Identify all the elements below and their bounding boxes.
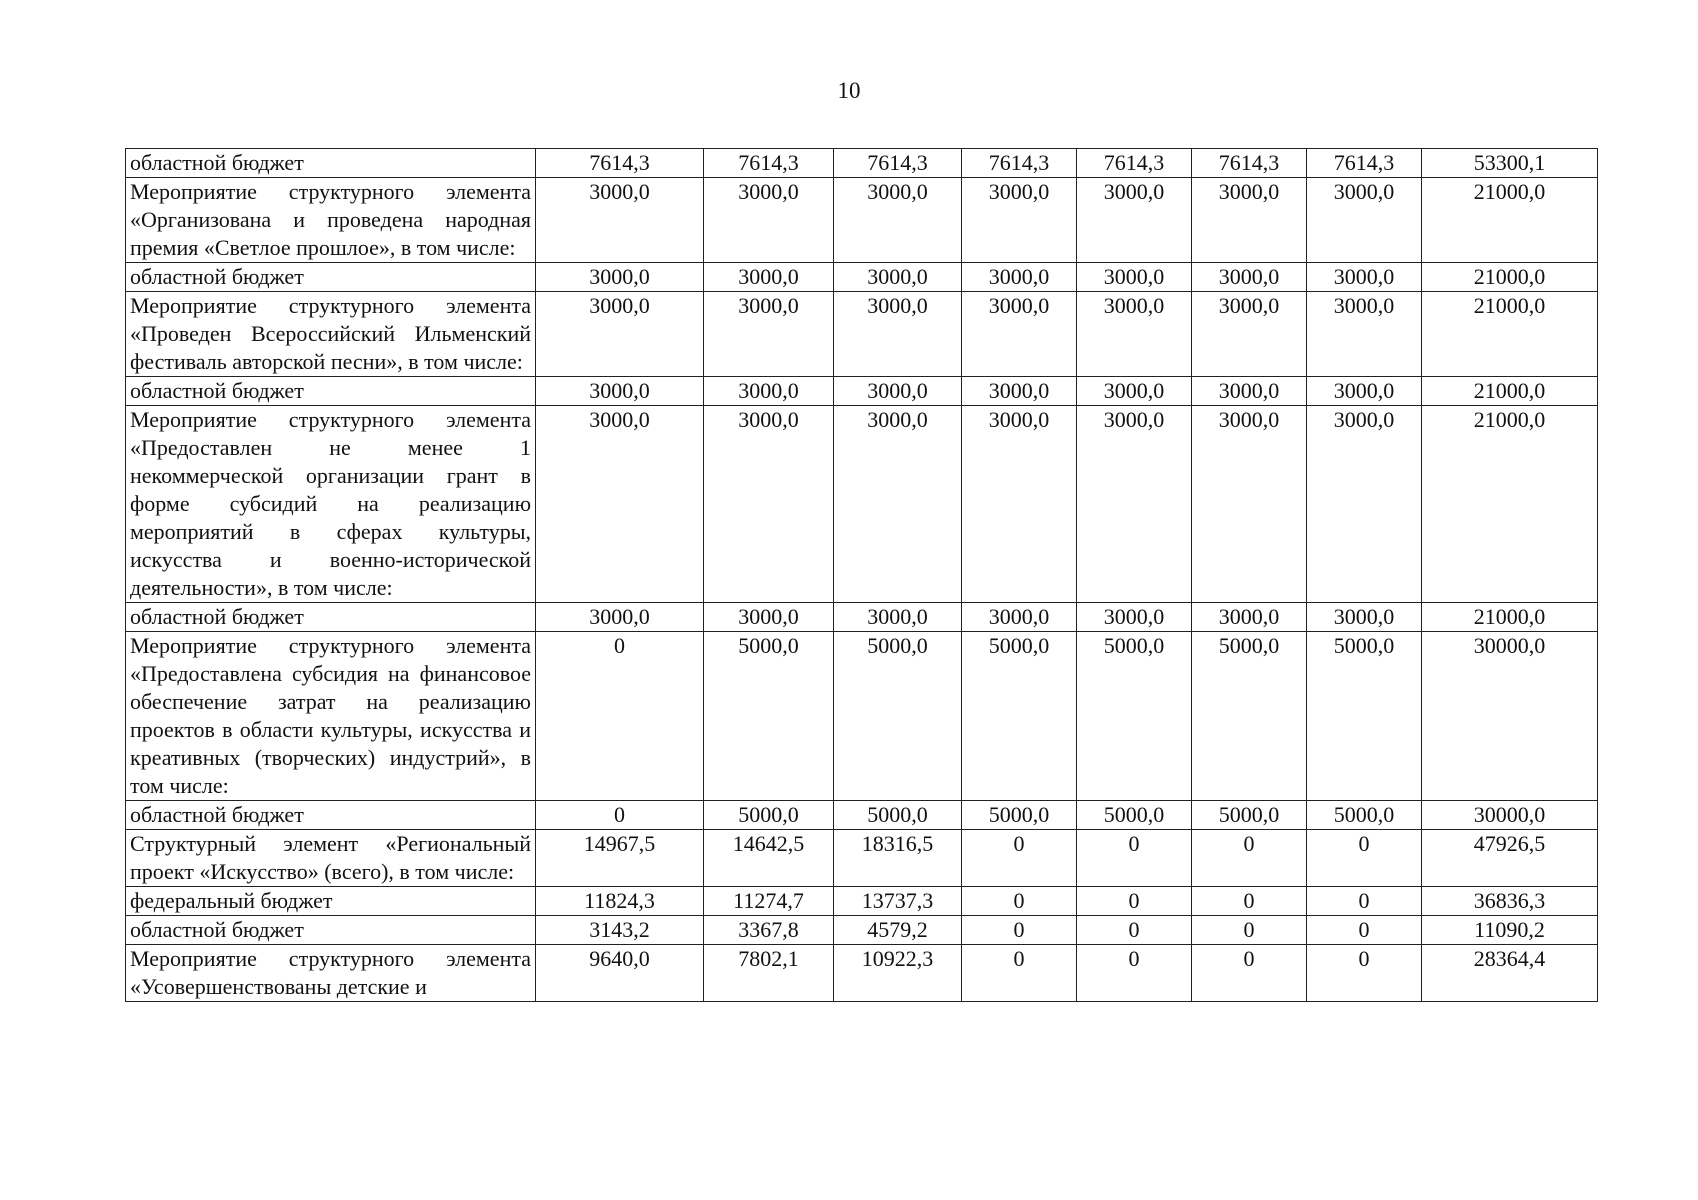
table-body xyxy=(126,149,1598,1002)
year-value-cell: 5000,0 xyxy=(1192,801,1307,830)
year-value-cell: 3000,0 xyxy=(834,603,962,632)
year-value-cell: 3000,0 xyxy=(1307,263,1422,292)
year-value-cell: 13737,3 xyxy=(834,887,962,916)
page-number: 10 xyxy=(837,78,861,103)
table-row xyxy=(126,263,1598,292)
table-row xyxy=(126,377,1598,406)
year-value-cell: 0 xyxy=(962,887,1077,916)
year-value-cell: 3000,0 xyxy=(962,603,1077,632)
year-value-cell: 3000,0 xyxy=(834,406,962,603)
row-label: федеральный бюджет xyxy=(126,887,536,916)
year-value-cell: 3000,0 xyxy=(1077,292,1192,377)
year-value-cell: 7614,3 xyxy=(1192,149,1307,178)
table-row xyxy=(126,830,1598,887)
row-label: Мероприятие структурного элемента «Предоставлена субсидия на финансовое обеспечение затрат на реализацию проектов в области культуры, искусства и креативных (творческих) индустрий», в том числе: xyxy=(126,632,536,801)
year-value-cell: 3000,0 xyxy=(1307,178,1422,263)
year-value-cell: 0 xyxy=(536,632,704,801)
row-label: Мероприятие структурного элемента «Проведен Всероссийский Ильменский фестиваль авторской песни», в том числе: xyxy=(126,292,536,377)
year-value-cell: 3000,0 xyxy=(1307,377,1422,406)
row-label: Мероприятие структурного элемента «Усовершенствованы детские и xyxy=(126,945,536,1002)
year-value-cell: 3000,0 xyxy=(1307,406,1422,603)
year-value-cell: 0 xyxy=(962,916,1077,945)
year-value-cell: 4579,2 xyxy=(834,916,962,945)
total-cell: 11090,2 xyxy=(1422,916,1598,945)
year-value-cell: 3000,0 xyxy=(536,603,704,632)
year-value-cell: 5000,0 xyxy=(1077,801,1192,830)
year-value-cell: 0 xyxy=(1077,887,1192,916)
year-value-cell: 5000,0 xyxy=(1307,632,1422,801)
year-value-cell: 5000,0 xyxy=(1307,801,1422,830)
year-value-cell: 7614,3 xyxy=(834,149,962,178)
year-value-cell: 3000,0 xyxy=(704,603,834,632)
total-cell: 21000,0 xyxy=(1422,292,1598,377)
year-value-cell: 0 xyxy=(1307,887,1422,916)
year-value-cell: 3000,0 xyxy=(962,292,1077,377)
budget-table xyxy=(125,148,1598,1002)
year-value-cell: 3000,0 xyxy=(1307,603,1422,632)
table-row xyxy=(126,887,1598,916)
row-label: Мероприятие структурного элемента «Организована и проведена народная премия «Светлое прошлое», в том числе: xyxy=(126,178,536,263)
total-cell: 30000,0 xyxy=(1422,632,1598,801)
year-value-cell: 3367,8 xyxy=(704,916,834,945)
table-row xyxy=(126,292,1598,377)
row-label: областной бюджет xyxy=(126,377,536,406)
year-value-cell: 3000,0 xyxy=(536,377,704,406)
year-value-cell: 0 xyxy=(1192,830,1307,887)
year-value-cell: 3000,0 xyxy=(1192,406,1307,603)
year-value-cell: 3000,0 xyxy=(704,377,834,406)
year-value-cell: 7614,3 xyxy=(1077,149,1192,178)
year-value-cell: 5000,0 xyxy=(1077,632,1192,801)
year-value-cell: 0 xyxy=(1307,916,1422,945)
year-value-cell: 3000,0 xyxy=(962,377,1077,406)
year-value-cell: 7614,3 xyxy=(536,149,704,178)
year-value-cell: 3000,0 xyxy=(1192,603,1307,632)
row-label: Структурный элемент «Региональный проект «Искусство» (всего), в том числе: xyxy=(126,830,536,887)
year-value-cell: 3000,0 xyxy=(962,263,1077,292)
row-label: областной бюджет xyxy=(126,149,536,178)
year-value-cell: 3000,0 xyxy=(1192,377,1307,406)
table-row xyxy=(126,945,1598,1002)
row-label: областной бюджет xyxy=(126,801,536,830)
year-value-cell: 5000,0 xyxy=(704,632,834,801)
total-cell: 21000,0 xyxy=(1422,603,1598,632)
year-value-cell: 11824,3 xyxy=(536,887,704,916)
row-label: областной бюджет xyxy=(126,603,536,632)
year-value-cell: 14642,5 xyxy=(704,830,834,887)
year-value-cell: 0 xyxy=(962,945,1077,1002)
year-value-cell: 3000,0 xyxy=(834,263,962,292)
year-value-cell: 3000,0 xyxy=(1192,263,1307,292)
total-cell: 21000,0 xyxy=(1422,178,1598,263)
row-label: областной бюджет xyxy=(126,263,536,292)
row-label: Мероприятие структурного элемента «Предоставлен не менее 1 некоммерческой организации грант в форме субсидий на реализацию мероприятий в сферах культуры, искусства и военно-исторической деятельности», в том числе: xyxy=(126,406,536,603)
year-value-cell: 3000,0 xyxy=(1192,178,1307,263)
year-value-cell: 3000,0 xyxy=(1077,377,1192,406)
year-value-cell: 10922,3 xyxy=(834,945,962,1002)
year-value-cell: 5000,0 xyxy=(962,632,1077,801)
year-value-cell: 0 xyxy=(1192,916,1307,945)
total-cell: 28364,4 xyxy=(1422,945,1598,1002)
year-value-cell: 3000,0 xyxy=(1192,292,1307,377)
table-row xyxy=(126,632,1598,801)
table-row xyxy=(126,603,1598,632)
year-value-cell: 3000,0 xyxy=(536,292,704,377)
year-value-cell: 5000,0 xyxy=(704,801,834,830)
year-value-cell: 3000,0 xyxy=(834,178,962,263)
year-value-cell: 3000,0 xyxy=(1077,178,1192,263)
table-row xyxy=(126,178,1598,263)
year-value-cell: 3000,0 xyxy=(1307,292,1422,377)
table-row xyxy=(126,406,1598,603)
year-value-cell: 0 xyxy=(1077,916,1192,945)
year-value-cell: 3000,0 xyxy=(1077,603,1192,632)
year-value-cell: 3000,0 xyxy=(1077,406,1192,603)
year-value-cell: 3000,0 xyxy=(704,406,834,603)
year-value-cell: 7614,3 xyxy=(962,149,1077,178)
year-value-cell: 0 xyxy=(962,830,1077,887)
year-value-cell: 3000,0 xyxy=(962,406,1077,603)
total-cell: 21000,0 xyxy=(1422,406,1598,603)
year-value-cell: 3000,0 xyxy=(704,178,834,263)
year-value-cell: 5000,0 xyxy=(1192,632,1307,801)
year-value-cell: 3000,0 xyxy=(834,377,962,406)
year-value-cell: 3000,0 xyxy=(704,292,834,377)
year-value-cell: 18316,5 xyxy=(834,830,962,887)
year-value-cell: 3000,0 xyxy=(536,178,704,263)
total-cell: 21000,0 xyxy=(1422,263,1598,292)
year-value-cell: 7802,1 xyxy=(704,945,834,1002)
total-cell: 21000,0 xyxy=(1422,377,1598,406)
table-row xyxy=(126,916,1598,945)
year-value-cell: 3000,0 xyxy=(962,178,1077,263)
year-value-cell: 3000,0 xyxy=(536,263,704,292)
year-value-cell: 14967,5 xyxy=(536,830,704,887)
year-value-cell: 5000,0 xyxy=(962,801,1077,830)
year-value-cell: 3000,0 xyxy=(1077,263,1192,292)
year-value-cell: 0 xyxy=(536,801,704,830)
total-cell: 30000,0 xyxy=(1422,801,1598,830)
year-value-cell: 0 xyxy=(1307,945,1422,1002)
total-cell: 53300,1 xyxy=(1422,149,1598,178)
year-value-cell: 0 xyxy=(1077,945,1192,1002)
year-value-cell: 3000,0 xyxy=(704,263,834,292)
total-cell: 47926,5 xyxy=(1422,830,1598,887)
year-value-cell: 11274,7 xyxy=(704,887,834,916)
year-value-cell: 0 xyxy=(1192,945,1307,1002)
total-cell: 36836,3 xyxy=(1422,887,1598,916)
table-row xyxy=(126,801,1598,830)
year-value-cell: 0 xyxy=(1307,830,1422,887)
year-value-cell: 5000,0 xyxy=(834,801,962,830)
year-value-cell: 7614,3 xyxy=(704,149,834,178)
year-value-cell: 0 xyxy=(1077,830,1192,887)
year-value-cell: 7614,3 xyxy=(1307,149,1422,178)
table-row xyxy=(126,149,1598,178)
year-value-cell: 0 xyxy=(1192,887,1307,916)
year-value-cell: 3143,2 xyxy=(536,916,704,945)
year-value-cell: 5000,0 xyxy=(834,632,962,801)
row-label: областной бюджет xyxy=(126,916,536,945)
year-value-cell: 3000,0 xyxy=(536,406,704,603)
year-value-cell: 3000,0 xyxy=(834,292,962,377)
year-value-cell: 9640,0 xyxy=(536,945,704,1002)
